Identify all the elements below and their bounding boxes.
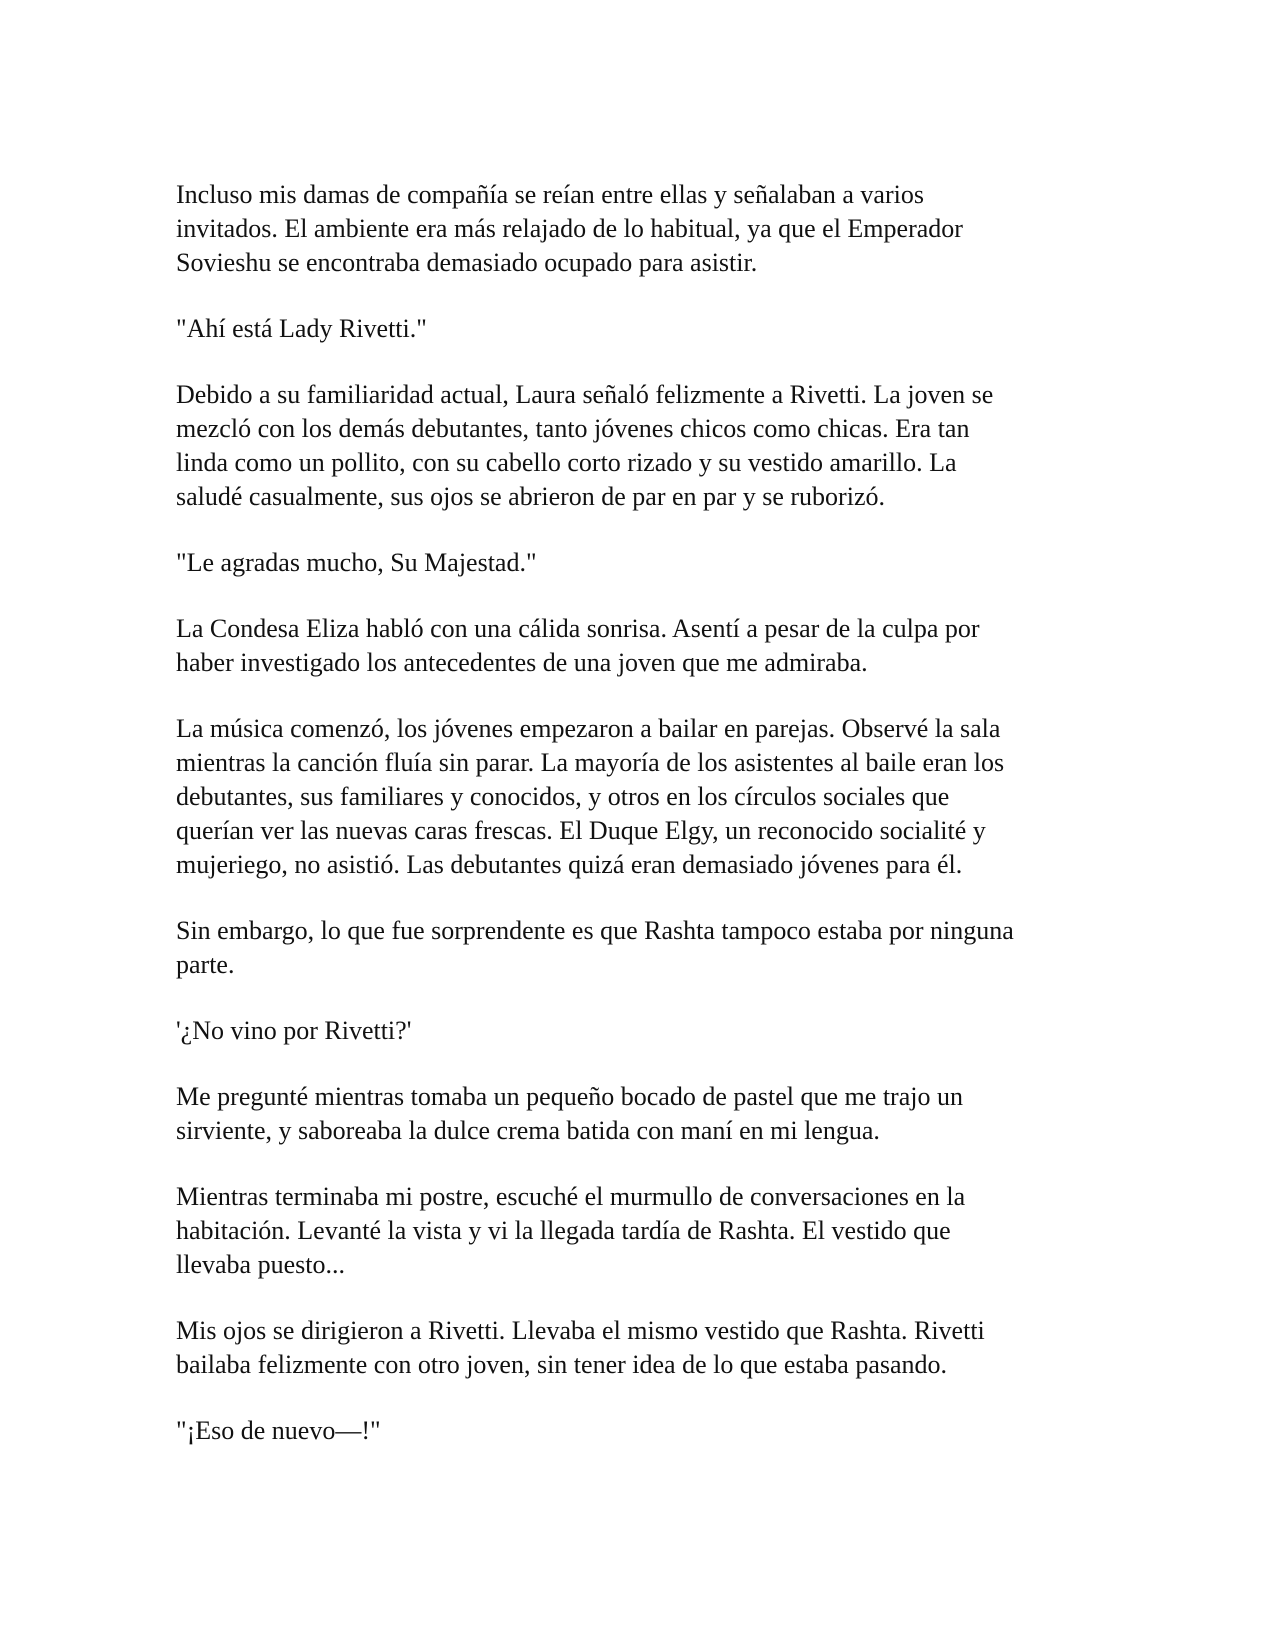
body-text <box>176 178 1096 1480</box>
paragraph <box>176 712 1096 882</box>
text-line: '¿No vino por Rivetti?' <box>176 1016 412 1045</box>
paragraph <box>176 1314 1096 1382</box>
thought-paragraph <box>176 1014 1096 1048</box>
text-line: Sovieshu se encontraba demasiado ocupado para asistir. <box>176 248 758 277</box>
dialogue-paragraph <box>176 546 1096 580</box>
text-line: "¡Eso de nuevo—!" <box>176 1416 381 1445</box>
text-line: invitados. El ambiente era más relajado de lo habitual, ya que el Emperador <box>176 214 963 243</box>
paragraph <box>176 1180 1096 1282</box>
text-line: saludé casualmente, sus ojos se abrieron de par en par y se ruborizó. <box>176 482 885 511</box>
text-line: mientras la canción fluía sin parar. La mayoría de los asistentes al baile eran los <box>176 748 1005 777</box>
dialogue-paragraph <box>176 312 1096 346</box>
text-line: parte. <box>176 950 235 979</box>
paragraph <box>176 178 1096 280</box>
paragraph <box>176 914 1096 982</box>
text-line: linda como un pollito, con su cabello corto rizado y su vestido amarillo. La <box>176 448 957 477</box>
dialogue-paragraph <box>176 1414 1096 1448</box>
text-line: querían ver las nuevas caras frescas. El Duque Elgy, un reconocido socialité y <box>176 816 986 845</box>
text-line: bailaba felizmente con otro joven, sin tener idea de lo que estaba pasando. <box>176 1350 948 1379</box>
paragraph <box>176 1080 1096 1148</box>
text-line: debutantes, sus familiares y conocidos, y otros en los círculos sociales que <box>176 782 950 811</box>
text-line: haber investigado los antecedentes de una joven que me admiraba. <box>176 648 868 677</box>
text-line: llevaba puesto... <box>176 1250 345 1279</box>
paragraph <box>176 612 1096 680</box>
text-line: mujeriego, no asistió. Las debutantes quizá eran demasiado jóvenes para él. <box>176 850 963 879</box>
text-line: "Ahí está Lady Rivetti." <box>176 314 427 343</box>
text-line: La Condesa Eliza habló con una cálida sonrisa. Asentí a pesar de la culpa por <box>176 614 980 643</box>
text-line: Sin embargo, lo que fue sorprendente es que Rashta tampoco estaba por ninguna <box>176 916 1014 945</box>
text-line: Mis ojos se dirigieron a Rivetti. Llevaba el mismo vestido que Rashta. Rivetti <box>176 1316 985 1345</box>
text-line: sirviente, y saboreaba la dulce crema batida con maní en mi lengua. <box>176 1116 880 1145</box>
text-line: Mientras terminaba mi postre, escuché el murmullo de conversaciones en la <box>176 1182 966 1211</box>
text-line: "Le agradas mucho, Su Majestad." <box>176 548 537 577</box>
paragraph <box>176 378 1096 514</box>
text-line: Debido a su familiaridad actual, Laura señaló felizmente a Rivetti. La joven se <box>176 380 994 409</box>
text-line: Me pregunté mientras tomaba un pequeño bocado de pastel que me trajo un <box>176 1082 963 1111</box>
text-line: mezcló con los demás debutantes, tanto jóvenes chicos como chicas. Era tan <box>176 414 970 443</box>
text-line: La música comenzó, los jóvenes empezaron a bailar en parejas. Observé la sala <box>176 714 1001 743</box>
text-line: Incluso mis damas de compañía se reían entre ellas y señalaban a varios <box>176 180 924 209</box>
text-line: habitación. Levanté la vista y vi la llegada tardía de Rashta. El vestido que <box>176 1216 951 1245</box>
